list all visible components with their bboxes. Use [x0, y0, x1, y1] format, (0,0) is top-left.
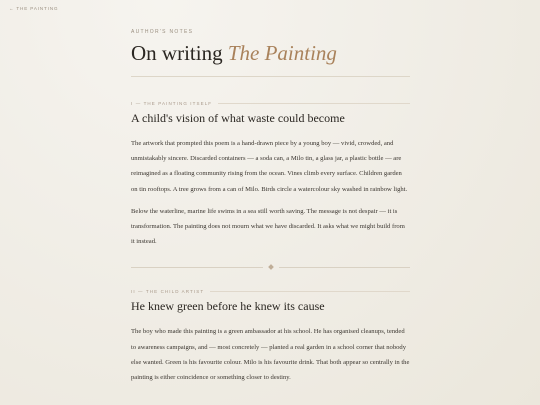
divider-line-left	[131, 267, 263, 268]
back-link-label: THE PAINTING	[16, 6, 59, 11]
article	[131, 0, 410, 385]
section-heading: A child's vision of what waste could become	[131, 111, 345, 125]
paragraph: The boy who made this painting is a green ambassador at his school. He has organised cleanups, tended to awareness campaigns, and — most concretely — planted a real garden in a school corner that nobody else wanted. Green is his favourite colour. Milo is his favourite drink. That both appear so centrally in the painting is either coincidence or something closer to destiny.	[131, 328, 410, 382]
page-title	[131, 41, 410, 66]
divider-line-right	[279, 267, 411, 268]
paragraph: Below the waterline, marine life swims in a sea still worth saving. The message is not despair — it is transformation. The painting does not mourn what we have discarded. It asks what we might build from it instead.	[131, 207, 405, 246]
title-rule	[131, 76, 410, 77]
section-label-text: II — THE CHILD ARTIST	[131, 289, 205, 295]
back-link[interactable]	[9, 6, 58, 11]
page-title-plain: On writing	[131, 41, 228, 65]
section-label-rule	[210, 291, 410, 292]
eyebrow: AUTHOR'S NOTES	[131, 29, 194, 35]
section-divider	[131, 265, 410, 269]
paragraph: The artwork that prompted this poem is a hand-drawn piece by a young boy — vivid, crowded, and unmistakably sincere. Discarded containers — a soda can, a Milo tin, a glass jar, a plastic bottle — are reimagined as a floating community rising from the ocean. Vines climb every surface. Children garden on tin rooftops. A tree grows from a can of Milo. Birds circle a watercolour sky washed in rainbow light.	[131, 140, 408, 193]
back-arrow-icon: ←	[9, 6, 15, 11]
section-label	[131, 289, 410, 294]
section-label	[131, 101, 410, 106]
section-label-text: I — THE PAINTING ITSELF	[131, 101, 213, 106]
page-title-accent: The Painting	[227, 41, 337, 65]
section-label-rule	[218, 103, 410, 104]
diamond-ornament-icon	[268, 265, 274, 271]
section-heading: He knew green before he knew its cause	[131, 299, 325, 314]
